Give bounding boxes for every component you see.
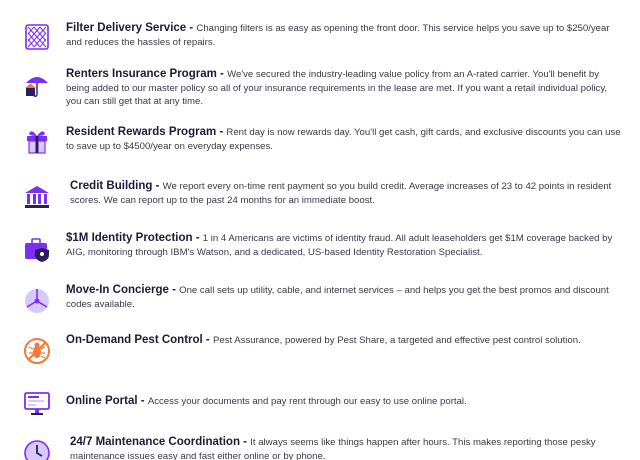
- item-separator: -: [202, 334, 213, 346]
- item-separator: -: [192, 232, 203, 244]
- concierge-icon: [22, 286, 52, 316]
- item-description: Changing filters is as easy as opening the front door. This service helps you save up to $250/year and reduces the hassles of repairs.: [66, 23, 610, 48]
- pest-icon: [22, 336, 52, 366]
- item-description: Pest Assurance, powered by Pest Share, a targeted and effective pest control solution.: [212, 335, 581, 346]
- item-separator: -: [216, 68, 228, 80]
- item-separator: -: [137, 395, 148, 407]
- gift-icon: [22, 126, 52, 156]
- item-text: [66, 232, 622, 259]
- bank-icon: [22, 182, 52, 212]
- item-title: 24/7 Maintenance Coordination: [70, 436, 240, 448]
- item-description: We report every on-time rent payment so you build credit. Average increases of 23 to 42 points in resident scores. We can report up to the past 24 months for an immediate boost.: [70, 181, 612, 206]
- item-text: [70, 180, 626, 207]
- item-title: On-Demand Pest Control: [66, 334, 203, 346]
- item-separator: -: [216, 126, 227, 138]
- item-title: $1M Identity Protection: [66, 232, 193, 244]
- item-text: [66, 284, 622, 311]
- item-separator: -: [168, 284, 180, 296]
- item-title: Online Portal: [66, 395, 138, 407]
- item-separator: -: [239, 436, 251, 448]
- item-separator: -: [186, 22, 197, 34]
- filter-icon: [22, 22, 52, 52]
- item-title: Renters Insurance Program: [66, 68, 217, 80]
- item-description: Rent day is now rewards day. You'll get cash, gift cards, and exclusive discounts you can use to save up to $4500/year on everyday expenses.: [66, 127, 621, 152]
- item-text: [66, 126, 622, 153]
- item-text: [70, 436, 626, 460]
- clock-icon: [22, 438, 52, 460]
- item-title: Move-In Concierge: [66, 284, 169, 296]
- item-description: One call sets up utility, cable, and internet services – and helps you get the best promos and discount codes available.: [66, 285, 609, 310]
- item-description: Access your documents and pay rent through our easy to use online portal.: [147, 396, 467, 407]
- item-text: [66, 334, 622, 348]
- item-separator: -: [152, 180, 163, 192]
- item-title: Resident Rewards Program: [66, 126, 217, 138]
- item-description: It always seems like things happen after hours. This makes reporting those pesky maintenance issues easy and fast either online or by phone.: [70, 437, 596, 460]
- monitor-icon: [22, 388, 52, 418]
- item-description: 1 in 4 Americans are victims of identity fraud. All adult leaseholders get $1M coverage backed by AIG, monitoring through IBM's Watson, and a dedicated, US-based Identity Restoration Specialist.: [66, 233, 613, 258]
- item-text: [66, 22, 622, 49]
- item-title: Filter Delivery Service: [66, 22, 187, 34]
- umbrella-house-icon: [22, 70, 52, 100]
- item-title: Credit Building: [70, 180, 153, 192]
- item-text: [66, 68, 622, 109]
- item-description: We've secured the industry-leading value policy from an A-rated carrier. You'll benefit by being added to our master policy so all of your insurance requirements in the lease are met. If you want a retail individual policy, you can still get that at any time.: [66, 69, 608, 107]
- item-text: [66, 395, 622, 409]
- briefcase-shield-icon: [22, 234, 52, 264]
